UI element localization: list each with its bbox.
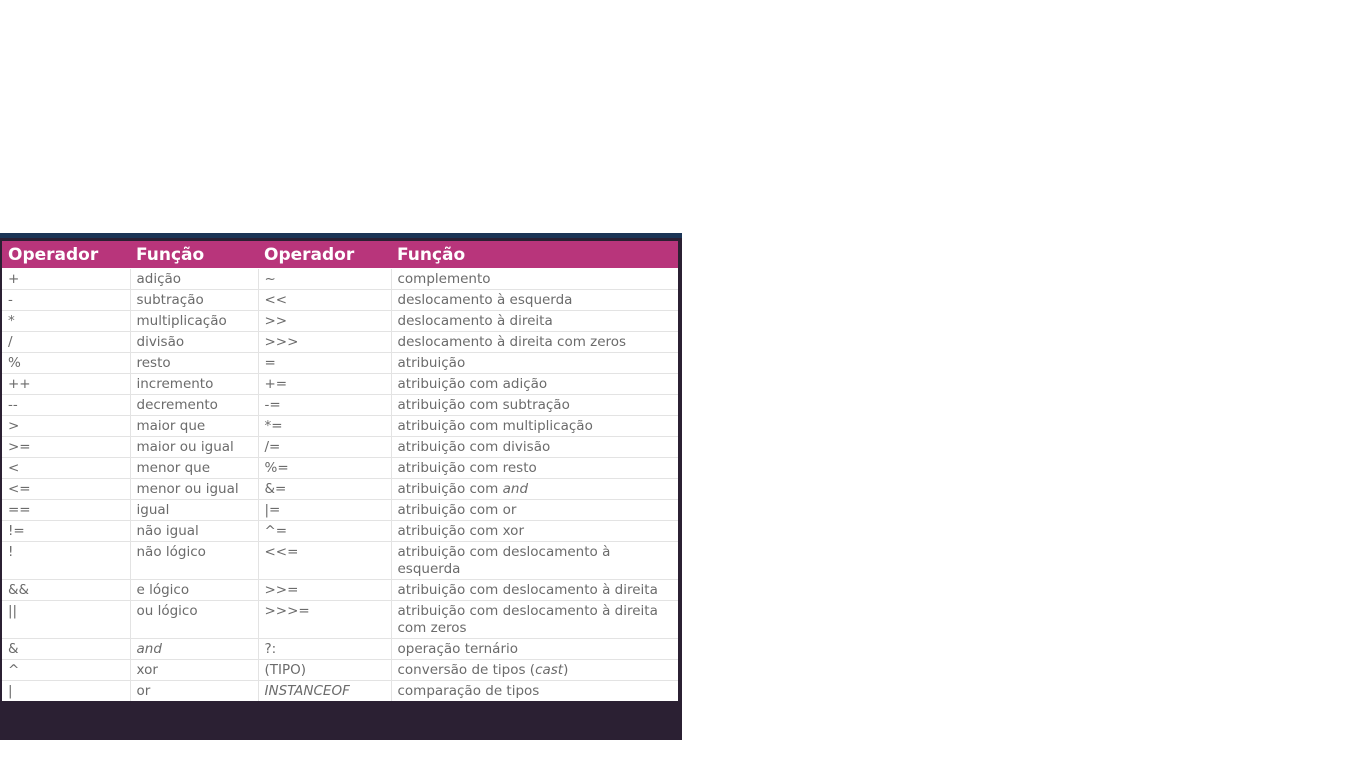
- function-cell: incremento: [130, 374, 258, 395]
- operator-cell: >>=: [258, 580, 391, 601]
- table-row: [2, 437, 678, 458]
- table-row: [2, 290, 678, 311]
- operator-cell: ^: [2, 660, 130, 681]
- function-cell: ou lógico: [130, 601, 258, 639]
- function-cell: or: [130, 681, 258, 702]
- function-cell: maior que: [130, 416, 258, 437]
- operator-cell: &=: [258, 479, 391, 500]
- table-row: [2, 479, 678, 500]
- table-header: [2, 241, 678, 269]
- header-funcao-2: Função: [391, 241, 678, 269]
- operator-cell: -=: [258, 395, 391, 416]
- operator-cell: *=: [258, 416, 391, 437]
- function-cell-suffix: ): [563, 662, 569, 678]
- function-cell-emphasis: and: [502, 481, 529, 497]
- operator-cell: ?:: [258, 639, 391, 660]
- function-cell: adição: [130, 269, 258, 290]
- operator-cell: =: [258, 353, 391, 374]
- operator-cell: %: [2, 353, 130, 374]
- function-cell: complemento: [391, 269, 678, 290]
- operator-cell: <=: [2, 479, 130, 500]
- operators-table: [2, 241, 678, 701]
- operator-cell: |: [2, 681, 130, 702]
- header-operador-2: Operador: [258, 241, 391, 269]
- function-cell-emphasis: cast: [535, 662, 564, 678]
- operator-cell: ==: [2, 500, 130, 521]
- table-row: [2, 416, 678, 437]
- operator-cell-emphasis: INSTANCEOF: [264, 683, 350, 699]
- function-cell: não lógico: [130, 542, 258, 580]
- operator-cell: <<=: [258, 542, 391, 580]
- function-cell: subtração: [130, 290, 258, 311]
- operator-cell: -: [2, 290, 130, 311]
- function-cell: igual: [130, 500, 258, 521]
- operator-cell: /: [2, 332, 130, 353]
- function-cell: menor ou igual: [130, 479, 258, 500]
- function-cell: atribuição com or: [391, 500, 678, 521]
- function-cell: [391, 660, 678, 681]
- function-cell-text: atribuição com: [397, 481, 503, 497]
- function-cell: atribuição com deslocamento à direita com zeros: [391, 601, 678, 639]
- table-row: [2, 269, 678, 290]
- header-funcao-1: Função: [130, 241, 258, 269]
- operator-cell: >>: [258, 311, 391, 332]
- table-row: [2, 580, 678, 601]
- function-cell: atribuição com subtração: [391, 395, 678, 416]
- operator-cell: *: [2, 311, 130, 332]
- operator-cell: <: [2, 458, 130, 479]
- operator-cell: >: [2, 416, 130, 437]
- operator-cell: [258, 681, 391, 702]
- function-cell: maior ou igual: [130, 437, 258, 458]
- operator-cell: &&: [2, 580, 130, 601]
- operator-cell: ++: [2, 374, 130, 395]
- function-cell: não igual: [130, 521, 258, 542]
- table-row: [2, 458, 678, 479]
- table-row: [2, 521, 678, 542]
- table-row: [2, 311, 678, 332]
- operator-cell: /=: [258, 437, 391, 458]
- function-cell: resto: [130, 353, 258, 374]
- operator-cell: &: [2, 639, 130, 660]
- operator-cell: --: [2, 395, 130, 416]
- function-cell: menor que: [130, 458, 258, 479]
- function-cell: atribuição: [391, 353, 678, 374]
- function-cell: [391, 479, 678, 500]
- function-cell: atribuição com multiplicação: [391, 416, 678, 437]
- header-row: [2, 241, 678, 269]
- operator-cell: ~: [258, 269, 391, 290]
- function-cell: atribuição com resto: [391, 458, 678, 479]
- table-row: [2, 660, 678, 681]
- function-cell: atribuição com xor: [391, 521, 678, 542]
- operator-cell: +: [2, 269, 130, 290]
- table-body: [2, 269, 678, 702]
- operator-cell: (TIPO): [258, 660, 391, 681]
- function-cell: [130, 639, 258, 660]
- function-cell-emphasis: and: [136, 641, 162, 657]
- function-cell-text: conversão de tipos (: [397, 662, 536, 678]
- function-cell: comparação de tipos: [397, 683, 540, 699]
- function-cell: deslocamento à esquerda: [391, 290, 678, 311]
- function-cell: e lógico: [130, 580, 258, 601]
- operator-cell: ||: [2, 601, 130, 639]
- table-row: [2, 601, 678, 639]
- table-row: [2, 639, 678, 660]
- function-cell: atribuição com deslocamento à direita: [391, 580, 678, 601]
- operator-cell: %=: [258, 458, 391, 479]
- function-cell: operação ternário: [391, 639, 678, 660]
- function-cell: deslocamento à direita: [391, 311, 678, 332]
- table-row: [2, 681, 678, 702]
- operator-cell: >>>=: [258, 601, 391, 639]
- table-row: [2, 395, 678, 416]
- operator-cell: <<: [258, 290, 391, 311]
- operator-cell: |=: [258, 500, 391, 521]
- header-operador-1: Operador: [2, 241, 130, 269]
- operator-cell: !: [2, 542, 130, 580]
- function-cell: divisão: [130, 332, 258, 353]
- function-cell: atribuição com deslocamento à esquerda: [391, 542, 678, 580]
- operator-cell: !=: [2, 521, 130, 542]
- function-cell: atribuição com divisão: [391, 437, 678, 458]
- operator-cell: >>>: [258, 332, 391, 353]
- function-cell: decremento: [130, 395, 258, 416]
- table-row: [2, 374, 678, 395]
- function-cell: multiplicação: [130, 311, 258, 332]
- operator-cell: ^=: [258, 521, 391, 542]
- operator-cell: +=: [258, 374, 391, 395]
- table-row: [2, 542, 678, 580]
- operator-cell: >=: [2, 437, 130, 458]
- function-cell: xor: [130, 660, 258, 681]
- function-cell: atribuição com adição: [391, 374, 678, 395]
- table-row: [2, 332, 678, 353]
- operators-table-frame: [0, 233, 682, 740]
- table-row: [2, 500, 678, 521]
- function-cell: deslocamento à direita com zeros: [391, 332, 678, 353]
- table-row: [2, 353, 678, 374]
